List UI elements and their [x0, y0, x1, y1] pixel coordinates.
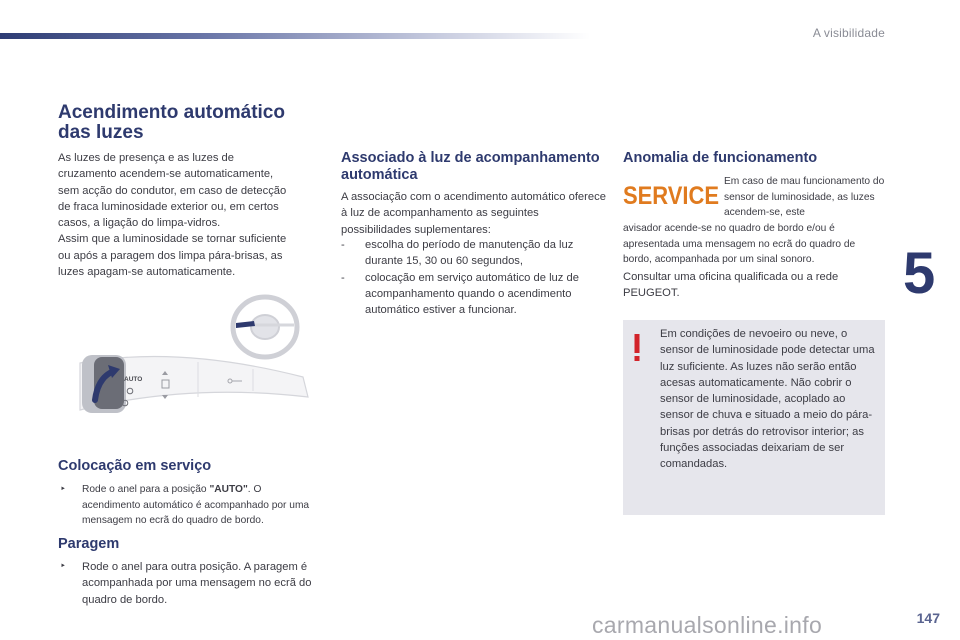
header-bar	[0, 33, 590, 39]
section-label: A visibilidade	[812, 26, 885, 40]
anomalia-advice: Consultar uma oficina qualificada ou a rede PEUGEOT.	[623, 271, 839, 300]
chapter-number: 5	[903, 241, 936, 306]
list-item: - colocação em serviço automático de luz de acompanhamento quando o acendimento automático estiver a funcionar.	[341, 271, 579, 317]
service-warning-icon	[622, 180, 720, 211]
paragem-instruction: ‣ Rode o anel para outra posição. A paragem é acompanhada por uma mensagem no ecrã do quadro de bordo.	[60, 559, 322, 608]
associado-intro: A associação com o acendimento automático oferece à luz de acompanhamento as seguintes possibilidades suplementares:	[341, 191, 606, 236]
anomalia-text: Em caso de mau funcionamento do sensor de luminosidade, as luzes acendem-se, este	[724, 176, 885, 218]
page-title: Acendimento automático das luzes	[58, 102, 285, 143]
stalk-lever	[80, 355, 308, 413]
intro-paragraph: As luzes de presença e as luzes de cruzamento acendem-se automaticamente, sem acção do condutor, em caso de detecção de fraca luminosidade exterior ou, em certos casos, a ligação do limpa-vidros. Assim que a luminosidade se tornar suficiente ou após a paragem dos limpa pára-brisas, as luzes apagam-se automaticamente.	[58, 152, 287, 279]
list-item: - escolha do período de manutenção da luz durante 15, 30 ou 60 segundos,	[341, 239, 574, 268]
page-number: 147	[916, 610, 940, 626]
associado-list	[341, 237, 606, 318]
lighting-stalk-illustration	[58, 285, 320, 435]
step-bullet-icon: ‣	[60, 561, 66, 572]
associado-heading: Associado à luz de acompanhamento automática	[341, 150, 600, 183]
colocacao-instruction: ‣ Rode o anel para a posição "AUTO". O acendimento automático é acompanhado por uma mensagem no ecrã do quadro de bordo.	[60, 482, 322, 529]
exclamation-icon	[632, 334, 642, 362]
anomalia-text-cont: avisador acende-se no quadro de bordo e/ou é apresentada uma mensagem no ecrã do quadro de bordo, acompanhada por um sinal sonoro.	[623, 223, 856, 265]
paragem-heading: Paragem	[58, 536, 120, 552]
svg-text:SERVICE: SERVICE	[622, 182, 720, 211]
warning-note-text: Em condições de nevoeiro ou neve, o sensor de luminosidade pode detectar uma luz suficiente. As luzes não serão então acesas automaticamente. Não cobrir o sensor de luminosidade, acoplado ao sensor de chuva e situado a meio do pára-brisas por detrás do retrovisor interior; as funções associadas deixariam de ser comandadas.	[660, 328, 875, 471]
colocacao-heading: Colocação em serviço	[58, 458, 212, 474]
watermark: carmanualsonline.info	[592, 612, 823, 638]
svg-text:AUTO: AUTO	[124, 376, 143, 383]
step-bullet-icon: ‣	[60, 484, 66, 495]
anomalia-heading: Anomalia de funcionamento	[623, 150, 818, 166]
